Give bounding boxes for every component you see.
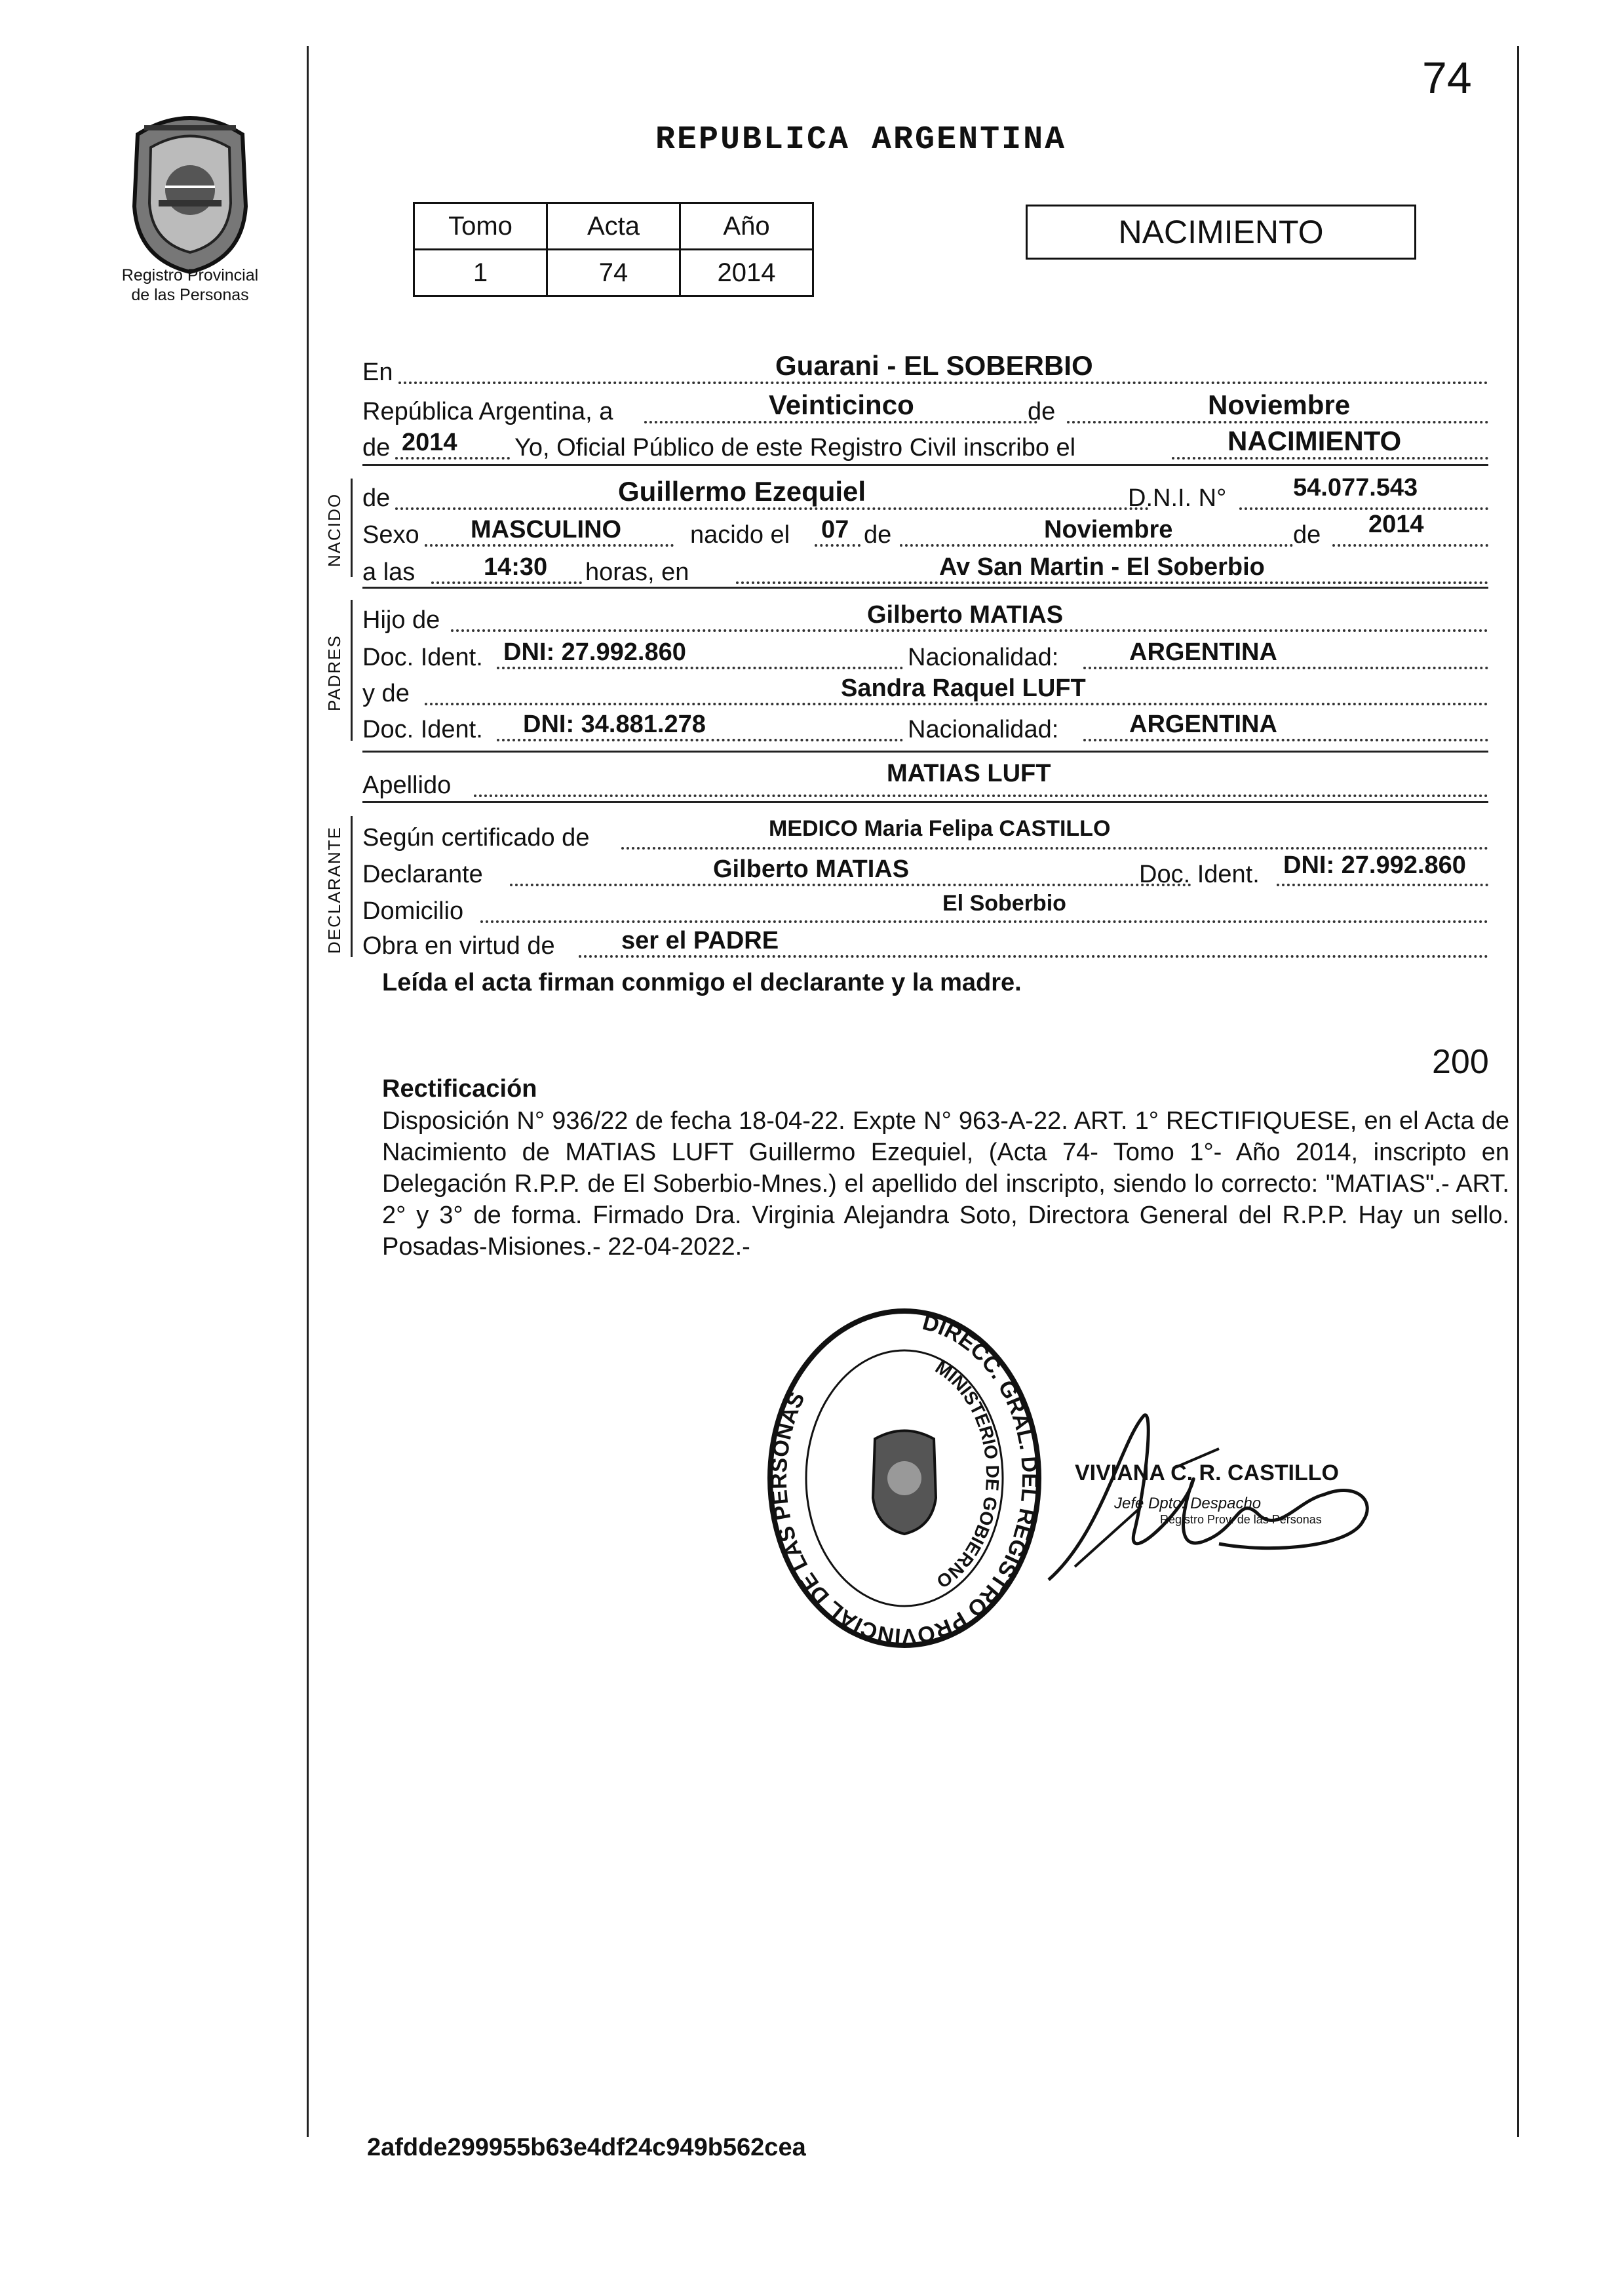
rectification-text: Disposición N° 936/22 de fecha 18-04-22. Expte N° 963-A-22. ART. 1° RECTIFIQUESE, en el Acta de Nacimiento de MATIAS LUFT Guillermo Ezequiel, (Acta 74- Tomo 1°- Año 2014, inscripto en Delegación R.P.P. de El Soberbio-Mnes.) el apellido del inscripto, siendo lo correcto: "MATIAS".- ART. 2° y 3° de forma. Firmado Dra. Virginia Alejandra Soto, Directora General del R.P.P. Hay un sello. Posadas-Misiones.- 22-04-2022.-: [382, 1107, 1509, 1261]
row-declarante: [362, 850, 1488, 889]
seal-inner-text: MINISTERIO DE GOBIERNO: [931, 1356, 1003, 1592]
closing-statement: Leída el acta firman conmigo el declarante y la madre.: [382, 969, 1022, 996]
mother-doc: DNI: 34.881.278: [523, 711, 706, 738]
sexo-value: MASCULINO: [471, 516, 622, 543]
section-rule: [362, 464, 1488, 466]
record-table: [413, 202, 814, 297]
section-bracket: [351, 479, 353, 577]
left-margin-line: [307, 46, 309, 2137]
month-value: Noviembre: [1208, 389, 1351, 420]
dotted-line: [1083, 739, 1488, 741]
de-label: de: [1293, 521, 1321, 549]
domicilio-label: Domicilio: [362, 897, 464, 925]
child-dni: 54.077.543: [1293, 474, 1418, 501]
doc-label: Doc. Ident.: [362, 716, 483, 743]
en-label: En: [362, 359, 393, 386]
row-ydemadre: [362, 669, 1488, 708]
nacido-side-label: NACIDO: [324, 492, 344, 567]
republica-label: República Argentina, a: [362, 398, 613, 425]
tomo-header: Tomo: [414, 203, 547, 250]
registry-name-line2: de las Personas: [131, 286, 249, 304]
row-en: [362, 347, 1488, 387]
anio-header: Año: [680, 203, 813, 250]
de-label: de: [1028, 398, 1056, 425]
signatory-name: VIVIANA C. R. CASTILLO: [1075, 1461, 1339, 1485]
dotted-line: [395, 457, 510, 460]
right-margin-line: [1517, 46, 1519, 2137]
declarant-doc: DNI: 27.992.860: [1283, 852, 1466, 879]
section-rule: [362, 587, 1488, 589]
row-apellido: [362, 760, 1488, 800]
birth-day: 07: [821, 516, 849, 543]
registry-name-line1: Registro Provincial: [121, 266, 259, 284]
rectification-number: 200: [1432, 1043, 1489, 1081]
section-bracket: [351, 816, 353, 957]
obra-label: Obra en virtud de: [362, 932, 555, 960]
row-certificado: [362, 813, 1488, 852]
document-hash: 2afdde299955b63e4df24c949b562cea: [367, 2134, 806, 2161]
row-hijo: [362, 595, 1488, 635]
dni-label: D.N.I. N°: [1128, 484, 1227, 512]
signatory-role: Jefe Dpto. Despacho: [1114, 1495, 1262, 1512]
row-nacido-sexo: [362, 510, 1488, 549]
birth-month: Noviembre: [1044, 516, 1173, 543]
father-doc: DNI: 27.992.860: [503, 638, 686, 666]
row-padre-doc: [362, 633, 1488, 672]
birth-year: 2014: [1368, 511, 1424, 538]
father-nationality: ARGENTINA: [1129, 638, 1277, 666]
nacido-el-label: nacido el: [690, 521, 790, 549]
acta-header: Acta: [547, 203, 680, 250]
signatory-org: Registro Prov. de las Personas: [1160, 1513, 1322, 1526]
row-obra: [362, 921, 1488, 960]
apellido-value: MATIAS LUFT: [887, 760, 1051, 787]
de2-label: de: [362, 434, 391, 461]
dotted-line: [497, 739, 903, 741]
registry-name: [79, 265, 301, 305]
certificado-label: Según certificado de: [362, 824, 590, 852]
nacionalidad-label: Nacionalidad:: [908, 644, 1059, 671]
document-title: REPUBLICA ARGENTINA: [655, 121, 1067, 159]
mother-nationality: ARGENTINA: [1129, 711, 1277, 738]
padres-side-label: PADRES: [324, 635, 344, 711]
domicilio-value: El Soberbio: [942, 891, 1066, 916]
row-republica: [362, 387, 1488, 426]
dotted-line: [425, 544, 674, 547]
de-label: de: [864, 521, 892, 549]
day-value: Veinticinco: [769, 389, 914, 420]
provincia-emblem-icon: [111, 108, 269, 279]
declarante-side-label: DECLARANTE: [324, 826, 344, 954]
dotted-line: [736, 581, 1488, 584]
oficial-text: Yo, Oficial Público de este Registro Civil inscribo el: [514, 434, 1076, 461]
de-label: de: [362, 484, 391, 512]
tomo-value: 1: [414, 250, 547, 296]
record-type-box: NACIMIENTO: [1026, 205, 1416, 260]
sexo-label: Sexo: [362, 521, 419, 549]
doc-label: Doc. Ident.: [362, 644, 483, 671]
row-domicilio: [362, 886, 1488, 926]
father-name: Gilberto MATIAS: [867, 601, 1064, 629]
section-rule: [362, 801, 1488, 803]
row-nacido-name: [362, 473, 1488, 513]
horas-en-label: horas, en: [585, 559, 689, 586]
birth-time: 14:30: [484, 553, 548, 581]
seal-outer-text: DIRECC. GRAL. DEL REGISTRO PROVINCIAL DE LAS PERSONAS: [766, 1309, 1043, 1649]
row-madre-doc: [362, 705, 1488, 744]
place-value: Guarani - EL SOBERBIO: [775, 350, 1093, 381]
child-name: Guillermo Ezequiel: [618, 476, 866, 507]
year-value: 2014: [402, 429, 457, 456]
rectification-title: Rectificación: [382, 1075, 537, 1103]
dotted-line: [1172, 457, 1488, 460]
dotted-line: [1332, 544, 1488, 547]
official-seal-icon: [760, 1301, 1049, 1649]
birth-place: Av San Martin - El Soberbio: [939, 553, 1265, 581]
dotted-line: [431, 581, 582, 584]
dotted-line: [815, 544, 860, 547]
section-rule: [362, 751, 1488, 753]
doc-label: Doc. Ident.: [1139, 861, 1260, 888]
apellido-label: Apellido: [362, 772, 452, 799]
dotted-line: [579, 955, 1488, 958]
declarant-name: Gilberto MATIAS: [713, 855, 910, 883]
certificate-value: MEDICO Maria Felipa CASTILLO: [769, 816, 1111, 841]
section-bracket: [351, 600, 353, 741]
obra-value: ser el PADRE: [621, 927, 779, 954]
dotted-line: [451, 629, 1488, 632]
alas-label: a las: [362, 559, 416, 586]
hijo-label: Hijo de: [362, 606, 440, 634]
row-nacido-hora: [362, 547, 1488, 587]
inscribe-value: NACIMIENTO: [1228, 425, 1402, 456]
declarante-label: Declarante: [362, 861, 483, 888]
row-oficial: [362, 423, 1488, 462]
acta-value: 74: [547, 250, 680, 296]
dotted-line: [398, 382, 1488, 384]
mother-name: Sandra Raquel LUFT: [841, 675, 1086, 702]
page-number: 74: [1422, 53, 1472, 103]
dotted-line: [474, 794, 1488, 797]
anio-value: 2014: [680, 250, 813, 296]
dotted-line: [900, 544, 1293, 547]
nacionalidad-label: Nacionalidad:: [908, 716, 1059, 743]
y-de-label: y de: [362, 680, 410, 707]
svg-text:MINISTERIO DE GOBIERNO: [932, 1357, 1003, 1592]
